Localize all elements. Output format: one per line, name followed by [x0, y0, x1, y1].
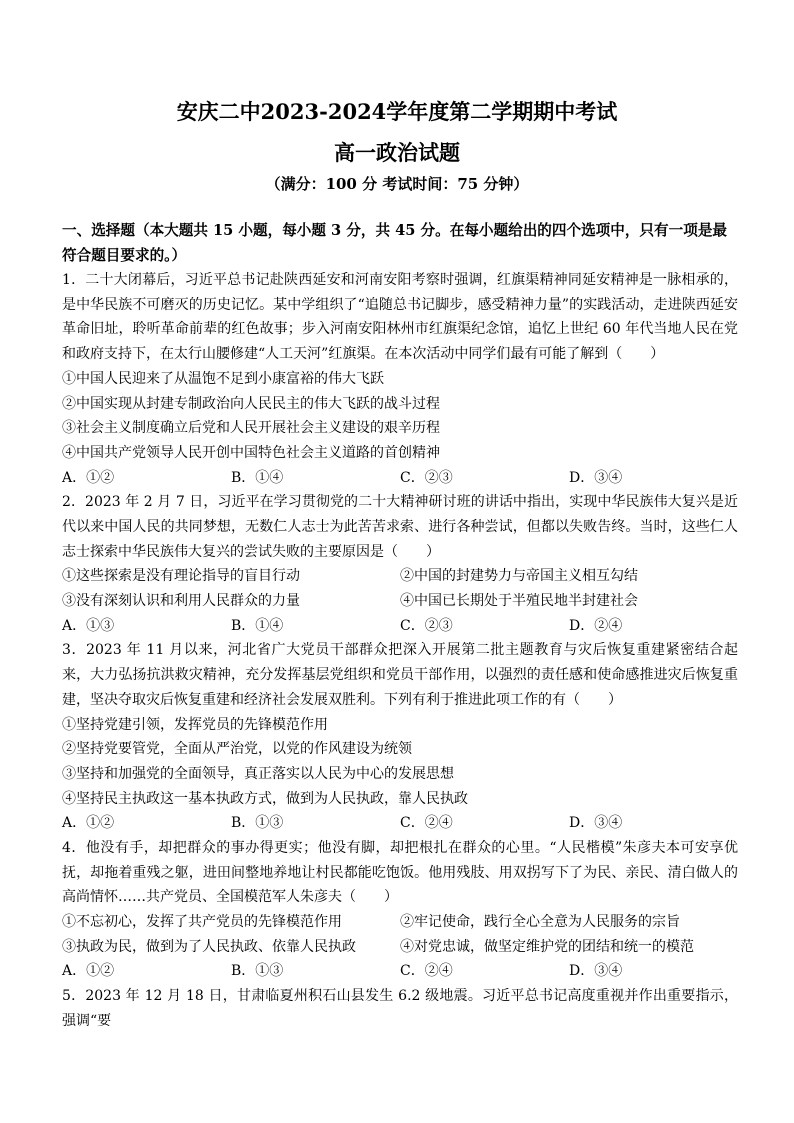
answer-choice-a: A．①② [62, 963, 115, 980]
answer-choice-b: B．①③ [231, 815, 284, 832]
option-item: ②中国的封建势力与帝国主义相互勾结 [400, 568, 638, 585]
question-3 [62, 638, 738, 836]
option-item: ③没有深刻认识和利用人民群众的力量 [62, 593, 300, 610]
question-stem: 2．2023 年 2 月 7 日，习近平在学习贯彻党的二十大精神研讨班的讲话中指出，实现中华民族伟大复兴是近代以来中国人民的共同梦想，无数仁人志士为此苦苦求索、进行各种尝试，但都以失败告终。当时，这些仁人志士探索中华民族伟大复兴的尝试失败的主要原因是（ ） [62, 494, 738, 560]
answer-choice-d: D．③④ [569, 963, 623, 980]
answer-choices [62, 959, 738, 984]
question-5 [62, 984, 738, 1033]
question-stem: 4．他没有手，却把群众的事办得更实；他没有脚，却把根扎在群众的心里。“人民楷模”朱彦夫本可安享优抚，却拖着重残之躯，进田间整地养地让村民都能吃饱饭。他用残肢、用双拐写下了为民、亲民、清白做人的高尚情怀……共产党员、全国模范军人朱彦夫（ ） [62, 839, 738, 906]
option-item: ③坚持和加强党的全面领导，真正落实以人民为中心的发展思想 [62, 765, 454, 782]
exam-subtitle: 高一政治试题 [334, 140, 460, 165]
answer-choice-d: D．②④ [569, 617, 623, 634]
option-row [62, 564, 738, 589]
option-item: ④坚持民主执政这一基本执政方式，做到为人民执政，靠人民执政 [62, 790, 468, 807]
option-item: ②坚持党要管党，全面从严治党，以党的作风建设为统领 [62, 741, 412, 758]
exam-content [62, 218, 738, 1034]
answer-choices [62, 811, 738, 836]
option-item: ②中国实现从封建专制政治向人民民主的伟大飞跃的战斗过程 [62, 395, 440, 412]
answer-choice-c: C．②④ [400, 815, 453, 832]
option-item: ①坚持党建引领，发挥党员的先锋模范作用 [62, 716, 328, 733]
option-row [62, 935, 738, 960]
answer-choice-c: C．②③ [400, 469, 453, 486]
answer-choice-a: A．①② [62, 815, 115, 832]
answer-choices [62, 614, 738, 639]
exam-info: （满分：100 分 考试时间：75 分钟） [265, 175, 529, 193]
answer-choice-c: C．②④ [400, 963, 453, 980]
option-item: ④中国已长期处于半殖民地半封建社会 [400, 593, 638, 610]
option-item: ③社会主义制度确立后党和人民开展社会主义建设的艰辛历程 [62, 420, 440, 437]
question-stem: 3．2023 年 11 月以来，河北省广大党员干部群众把深入开展第二批主题教育与灾后恢复重建紧密结合起来，大力弘扬抗洪救灾精神，充分发挥基层党组织和党员干部作用，以强烈的责任感和使命感推进灾后恢复重建，坚决夺取灾后恢复重建和经济社会发展双胜利。下列有利于推进此项工作的有（ ） [62, 642, 738, 708]
question-stem: 5．2023 年 12 月 18 日，甘肃临夏州积石山县发生 6.2 级地震。习近平总书记高度重视并作出重要指示，强调“要 [62, 988, 738, 1029]
answer-choice-b: B．①③ [231, 963, 284, 980]
answer-choice-d: D．③④ [569, 469, 623, 486]
section-heading: 一、选择题（本大题共 15 小题，每小题 3 分，共 45 分。在每小题给出的四个选项中，只有一项是最符合题目要求的。） [62, 222, 728, 264]
option-item: ③执政为民，做到为了人民执政、依靠人民执政 [62, 938, 356, 955]
option-item: ①这些探索是没有理论指导的盲目行动 [62, 568, 300, 585]
answer-choice-a: A．①② [62, 469, 115, 486]
option-item: ①不忘初心，发挥了共产党员的先锋模范作用 [62, 914, 342, 931]
option-item: ④对党忠诚，做坚定维护党的团结和统一的模范 [400, 938, 694, 955]
exam-title: 安庆二中2023-2024学年度第二学期期中考试 [176, 99, 618, 124]
answer-choice-b: B．①④ [231, 469, 284, 486]
answer-choice-b: B．①④ [231, 617, 284, 634]
option-row [62, 589, 738, 614]
answer-choice-c: C．②③ [400, 617, 453, 634]
question-stem: 1．二十大闭幕后，习近平总书记赴陕西延安和河南安阳考察时强调，红旗渠精神同延安精神是一脉相承的，是中华民族不可磨灭的历史记忆。某中学组织了“追随总书记脚步，感受精神力量”的实践活动，走进陕西延安革命旧址，聆听革命前辈的红色故事；步入河南安阳林州市红旗渠纪念馆，追忆上世纪 60 年代当地人民在党和政府支持下，在太行山腰修建“人工天河”红旗渠。在本次活动中同学们最有可能了解到（ ） [62, 272, 738, 363]
answer-choices [62, 466, 738, 491]
question-2 [62, 490, 738, 638]
option-item: ②牢记使命，践行全心全意为人民服务的宗旨 [400, 914, 680, 931]
answer-choice-d: D．③④ [569, 815, 623, 832]
question-4 [62, 836, 738, 984]
answer-choice-a: A．①③ [62, 617, 115, 634]
option-row [62, 910, 738, 935]
question-1 [62, 268, 738, 490]
option-item: ①中国人民迎来了从温饱不足到小康富裕的伟大飞跃 [62, 370, 384, 387]
option-item: ④中国共产党领导人民开创中国特色社会主义道路的首创精神 [62, 444, 440, 461]
